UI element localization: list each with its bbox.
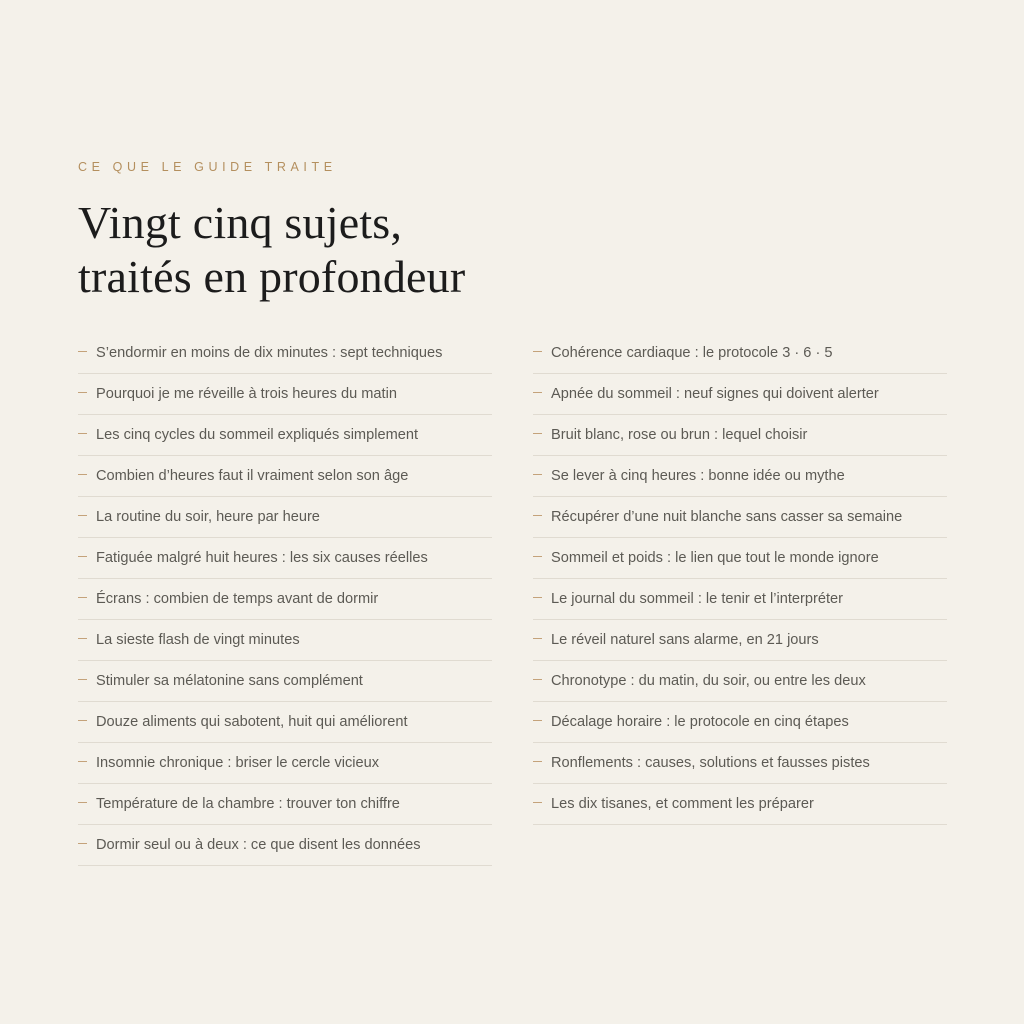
topic-label: Dormir seul ou à deux : ce que disent les données <box>96 837 421 853</box>
topic-item <box>78 497 492 538</box>
dash-icon <box>533 433 542 434</box>
dash-icon <box>533 638 542 639</box>
topic-item <box>533 497 947 538</box>
dash-icon <box>533 474 542 475</box>
dash-icon <box>78 843 87 844</box>
topic-label: Apnée du sommeil : neuf signes qui doivent alerter <box>551 386 879 402</box>
dash-icon <box>533 392 542 393</box>
dash-icon <box>78 515 87 516</box>
title-line-2: traités en profondeur <box>78 251 466 302</box>
topic-label: Sommeil et poids : le lien que tout le monde ignore <box>551 550 879 566</box>
topic-label: Chronotype : du matin, du soir, ou entre les deux <box>551 673 866 689</box>
dash-icon <box>533 597 542 598</box>
topic-item <box>533 415 947 456</box>
dash-icon <box>78 802 87 803</box>
topic-item <box>78 415 492 456</box>
dash-icon <box>78 720 87 721</box>
topic-item <box>78 538 492 579</box>
dash-icon <box>533 515 542 516</box>
topic-item <box>78 456 492 497</box>
title-line-1: Vingt cinq sujets, <box>78 197 403 248</box>
dash-icon <box>78 761 87 762</box>
topic-item <box>78 825 492 866</box>
topic-label: Stimuler sa mélatonine sans complément <box>96 673 363 689</box>
topic-item <box>533 661 947 702</box>
topic-item <box>533 620 947 661</box>
topic-label: Pourquoi je me réveille à trois heures du matin <box>96 386 397 402</box>
topic-item <box>78 661 492 702</box>
topic-item <box>533 456 947 497</box>
topic-item <box>78 784 492 825</box>
dash-icon <box>533 679 542 680</box>
dash-icon <box>78 433 87 434</box>
topic-label: Les cinq cycles du sommeil expliqués simplement <box>96 427 419 443</box>
topic-item <box>533 538 947 579</box>
topic-label: Température de la chambre : trouver ton chiffre <box>96 796 400 812</box>
topic-label: Le journal du sommeil : le tenir et l’interpréter <box>551 591 844 607</box>
dash-icon <box>533 351 542 352</box>
topic-label: Bruit blanc, rose ou brun : lequel choisir <box>551 427 808 443</box>
section-title <box>78 196 465 304</box>
topic-item <box>78 374 492 415</box>
topic-item <box>78 579 492 620</box>
topic-label: S’endormir en moins de dix minutes : sept techniques <box>96 345 443 361</box>
topic-label: Récupérer d’une nuit blanche sans casser sa semaine <box>551 509 903 525</box>
topic-item <box>78 620 492 661</box>
dash-icon <box>533 556 542 557</box>
topic-label: Douze aliments qui sabotent, huit qui améliorent <box>96 714 408 730</box>
dash-icon <box>78 679 87 680</box>
topic-item <box>533 743 947 784</box>
topic-label: La routine du soir, heure par heure <box>96 509 320 525</box>
dash-icon <box>78 351 87 352</box>
topic-label: La sieste flash de vingt minutes <box>96 632 300 648</box>
dash-icon <box>78 556 87 557</box>
topic-item <box>78 702 492 743</box>
topic-label: Écrans : combien de temps avant de dormir <box>96 591 379 607</box>
topic-label: Se lever à cinq heures : bonne idée ou mythe <box>551 468 845 484</box>
dash-icon <box>533 761 542 762</box>
topic-label: Les dix tisanes, et comment les préparer <box>551 796 814 812</box>
topic-item <box>533 579 947 620</box>
topic-item <box>78 743 492 784</box>
topic-label: Ronflements : causes, solutions et fausses pistes <box>551 755 870 771</box>
topic-label: Le réveil naturel sans alarme, en 21 jours <box>551 632 819 648</box>
topic-item <box>533 784 947 825</box>
topic-item <box>78 333 492 374</box>
dash-icon <box>78 392 87 393</box>
topics-list-right <box>533 333 947 825</box>
dash-icon <box>78 474 87 475</box>
topic-item <box>533 374 947 415</box>
eyebrow-label: CE QUE LE GUIDE TRAITE <box>78 160 337 174</box>
dash-icon <box>533 802 542 803</box>
topic-label: Insomnie chronique : briser le cercle vicieux <box>96 755 380 771</box>
topic-label: Fatiguée malgré huit heures : les six causes réelles <box>96 550 428 566</box>
topic-item <box>533 702 947 743</box>
topic-label: Combien d’heures faut il vraiment selon son âge <box>96 468 409 484</box>
topics-list-left <box>78 333 492 866</box>
topic-item <box>533 333 947 374</box>
dash-icon <box>78 597 87 598</box>
topic-label: Cohérence cardiaque : le protocole 3 · 6 · 5 <box>551 345 833 361</box>
dash-icon <box>533 720 542 721</box>
dash-icon <box>78 638 87 639</box>
topic-label: Décalage horaire : le protocole en cinq étapes <box>551 714 849 730</box>
